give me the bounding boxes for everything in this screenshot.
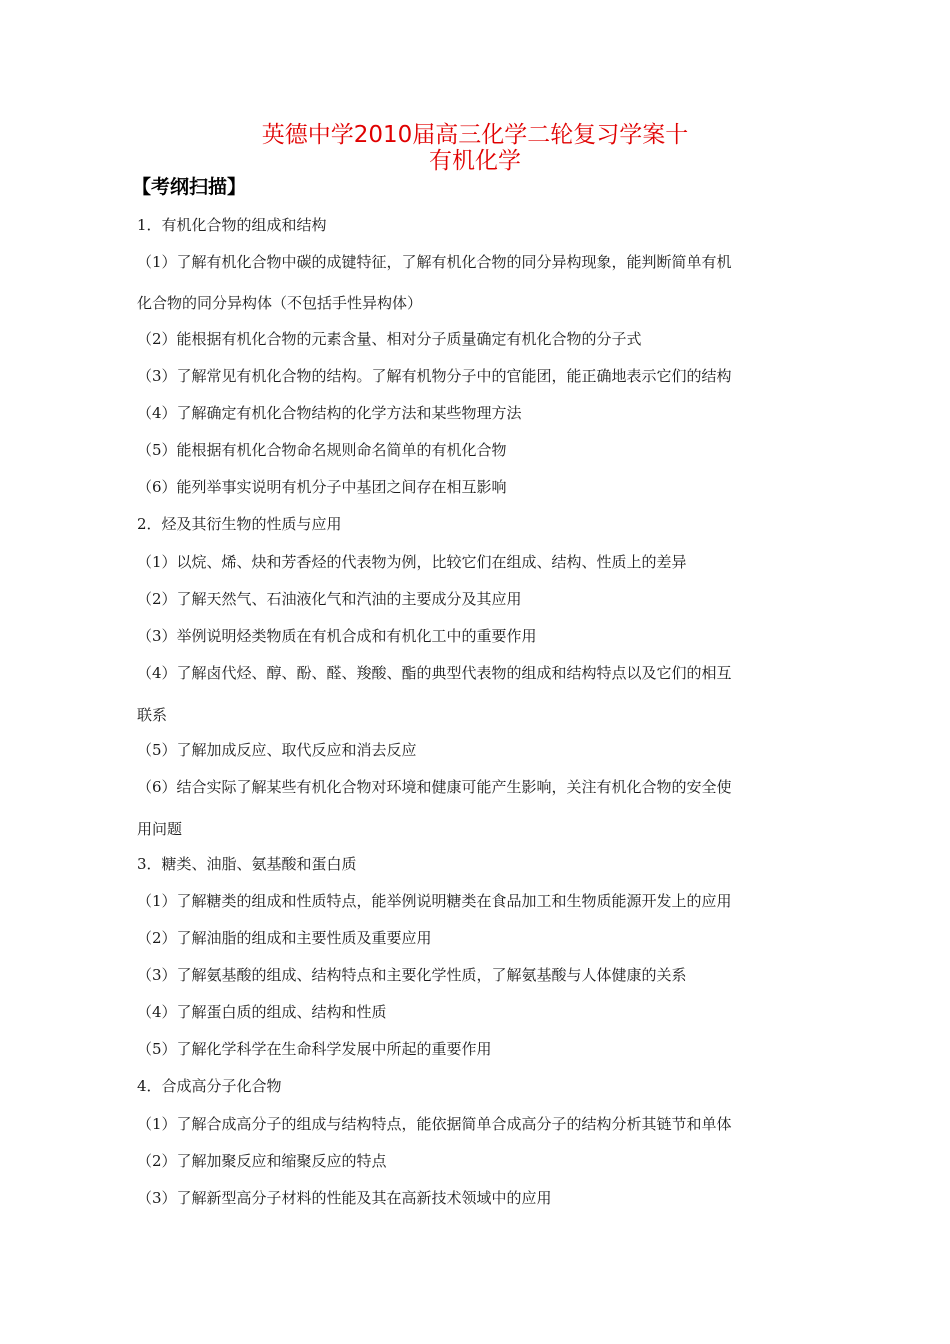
list-item-continuation: 联系 <box>137 706 168 724</box>
list-item: （1）以烷、烯、炔和芳香烃的代表物为例，比较它们在组成、结构、性质上的差异 <box>137 553 687 571</box>
page-title: 英德中学2010届高三化学二轮复习学案十 <box>261 122 689 148</box>
list-item: （5）能根据有机化合物命名规则命名简单的有机化合物 <box>137 441 507 459</box>
section-item-1: 1．有机化合物的组成和结构 <box>137 216 327 234</box>
list-item: （1）了解糖类的组成和性质特点，能举例说明糖类在食品加工和生物质能源开发上的应用 <box>137 892 732 910</box>
section-item-4: 4．合成高分子化合物 <box>137 1077 282 1095</box>
list-item: （3）举例说明烃类物质在有机合成和有机化工中的重要作用 <box>137 627 537 645</box>
list-item: （2）了解加聚反应和缩聚反应的特点 <box>137 1152 387 1170</box>
list-item: （4）了解卤代烃、醇、酚、醛、羧酸、酯的典型代表物的组成和结构特点以及它们的相互 <box>137 664 732 682</box>
list-item: （2）了解油脂的组成和主要性质及重要应用 <box>137 929 432 947</box>
section-heading: 【考纲扫描】 <box>132 176 247 198</box>
page-subtitle: 有机化学 <box>429 148 521 174</box>
list-item: （1）了解合成高分子的组成与结构特点，能依据简单合成高分子的结构分析其链节和单体 <box>137 1115 732 1133</box>
list-item: （3）了解氨基酸的组成、结构特点和主要化学性质，了解氨基酸与人体健康的关系 <box>137 966 687 984</box>
list-item-continuation: 化合物的同分异构体（不包括手性异构体） <box>137 294 423 312</box>
list-item: （4）了解蛋白质的组成、结构和性质 <box>137 1003 387 1021</box>
section-item-2: 2．烃及其衍生物的性质与应用 <box>137 515 342 533</box>
list-item: （2）了解天然气、石油液化气和汽油的主要成分及其应用 <box>137 590 522 608</box>
list-item-continuation: 用问题 <box>137 820 183 838</box>
list-item: （6）能列举事实说明有机分子中基团之间存在相互影响 <box>137 478 507 496</box>
list-item: （4）了解确定有机化合物结构的化学方法和某些物理方法 <box>137 404 522 422</box>
list-item: （3）了解常见有机化合物的结构。了解有机物分子中的官能团，能正确地表示它们的结构 <box>137 367 732 385</box>
section-item-3: 3．糖类、油脂、氨基酸和蛋白质 <box>137 855 357 873</box>
list-item: （5）了解化学科学在生命科学发展中所起的重要作用 <box>137 1040 492 1058</box>
list-item: （5）了解加成反应、取代反应和消去反应 <box>137 741 417 759</box>
list-item: （2）能根据有机化合物的元素含量、相对分子质量确定有机化合物的分子式 <box>137 330 642 348</box>
list-item: （3）了解新型高分子材料的性能及其在高新技术领域中的应用 <box>137 1189 552 1207</box>
list-item: （1）了解有机化合物中碳的成键特征，了解有机化合物的同分异构现象，能判断简单有机 <box>137 253 732 271</box>
list-item: （6）结合实际了解某些有机化合物对环境和健康可能产生影响，关注有机化合物的安全使 <box>137 778 732 796</box>
